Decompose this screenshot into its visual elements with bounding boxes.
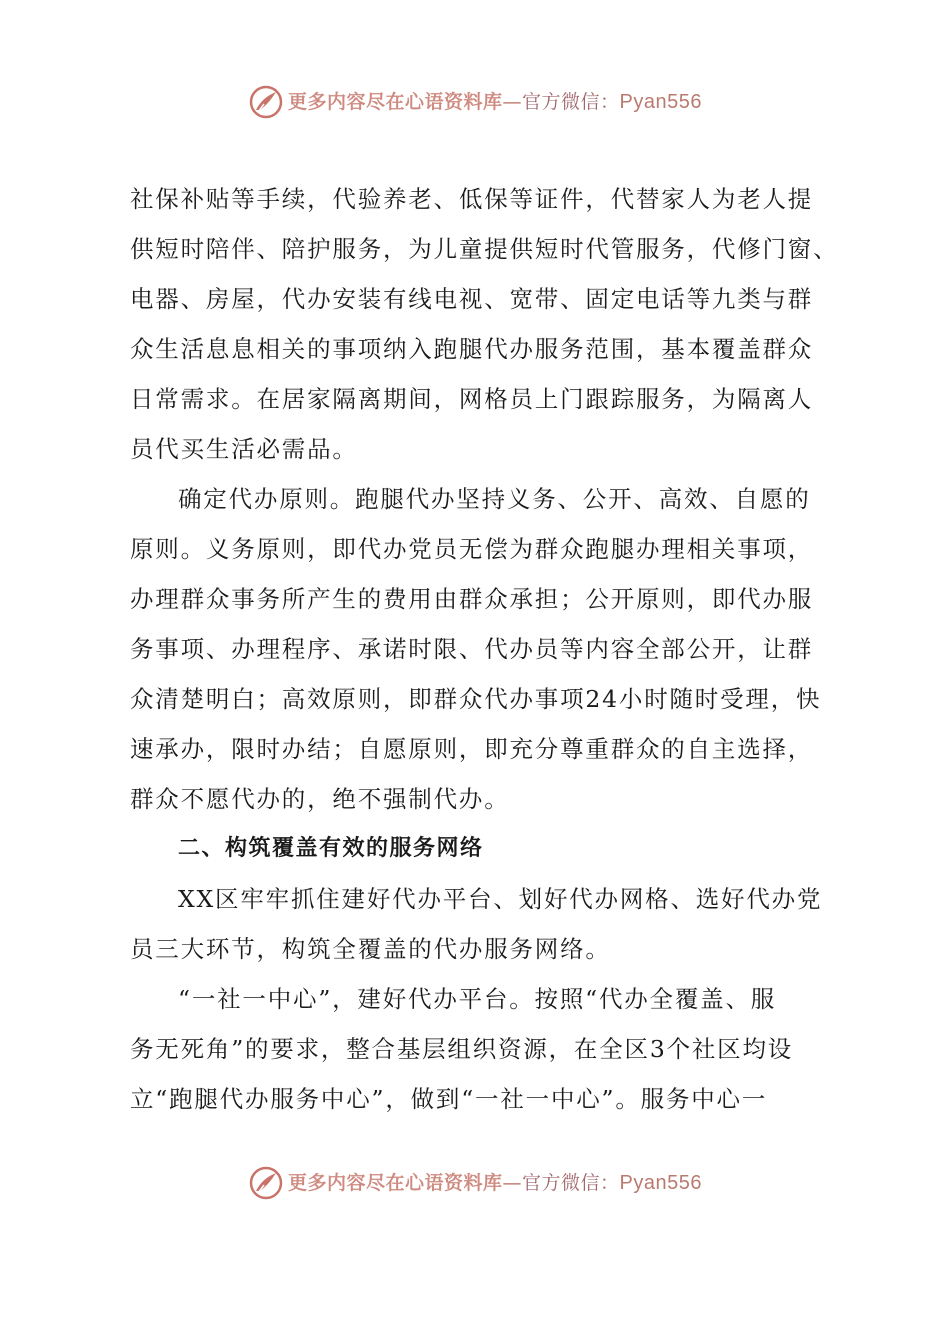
watermark-text (288, 1161, 702, 1205)
text-line: 务无死角”的要求，整合基层组织资源，在全区3个社区均设 (130, 1035, 794, 1063)
text-line: 众清楚明白；高效原则，即群众代办事项24小时随时受理，快 (130, 685, 822, 713)
text-line: 确定代办原则。跑腿代办坚持义务、公开、高效、自愿的 (178, 485, 811, 513)
text-line: 立“跑腿代办服务中心”，做到“一社一中心”。服务中心一 (130, 1085, 768, 1113)
watermark-text (288, 80, 702, 124)
text-line: 员代买生活必需品。 (130, 435, 358, 463)
watermark-sub: 官方微信： (522, 1172, 620, 1194)
watermark-main: 更多内容尽在心语资料库 (288, 1172, 503, 1194)
watermark-dash: — (502, 1172, 523, 1194)
header-watermark (0, 80, 950, 124)
watermark-main: 更多内容尽在心语资料库 (288, 91, 503, 113)
section-heading: 二、构筑覆盖有效的服务网络 (178, 836, 484, 861)
watermark-sub: 官方微信： (522, 91, 620, 113)
watermark-id: Pyan556 (619, 91, 702, 113)
document-body (130, 174, 850, 1124)
text-line: 务事项、办理程序、承诺时限、代办员等内容全部公开，让群 (130, 635, 814, 663)
footer-watermark (0, 1161, 950, 1205)
text-line: 速承办，限时办结；自愿原则，即充分尊重群众的自主选择， (130, 735, 814, 763)
text-line: 原则。义务原则，即代办党员无偿为群众跑腿办理相关事项， (130, 535, 814, 563)
text-line: 众生活息息相关的事项纳入跑腿代办服务范围，基本覆盖群众 (130, 335, 814, 363)
pen-logo-icon (248, 84, 284, 120)
text-line: 群众不愿代办的，绝不强制代办。 (130, 785, 510, 813)
text-line: 供短时陪伴、陪护服务，为儿童提供短时代管服务，代修门窗、 (130, 235, 839, 263)
text-line: XX区牢牢抓住建好代办平台、划好代办网格、选好代办党 (178, 885, 823, 913)
text-line: 日常需求。在居家隔离期间，网格员上门跟踪服务，为隔离人 (130, 385, 814, 413)
watermark-dash: — (502, 91, 523, 113)
pen-logo-icon (248, 1165, 284, 1201)
text-line: 电器、房屋，代办安装有线电视、宽带、固定电话等九类与群 (130, 285, 814, 313)
text-line: 员三大环节，构筑全覆盖的代办服务网络。 (130, 935, 611, 963)
text-line: 办理群众事务所产生的费用由群众承担；公开原则，即代办服 (130, 585, 814, 613)
watermark-id: Pyan556 (619, 1172, 702, 1194)
text-line: 社保补贴等手续，代验养老、低保等证件，代替家人为老人提 (130, 185, 814, 213)
text-line: “一社一中心”，建好代办平台。按照“代办全覆盖、服 (178, 985, 777, 1013)
